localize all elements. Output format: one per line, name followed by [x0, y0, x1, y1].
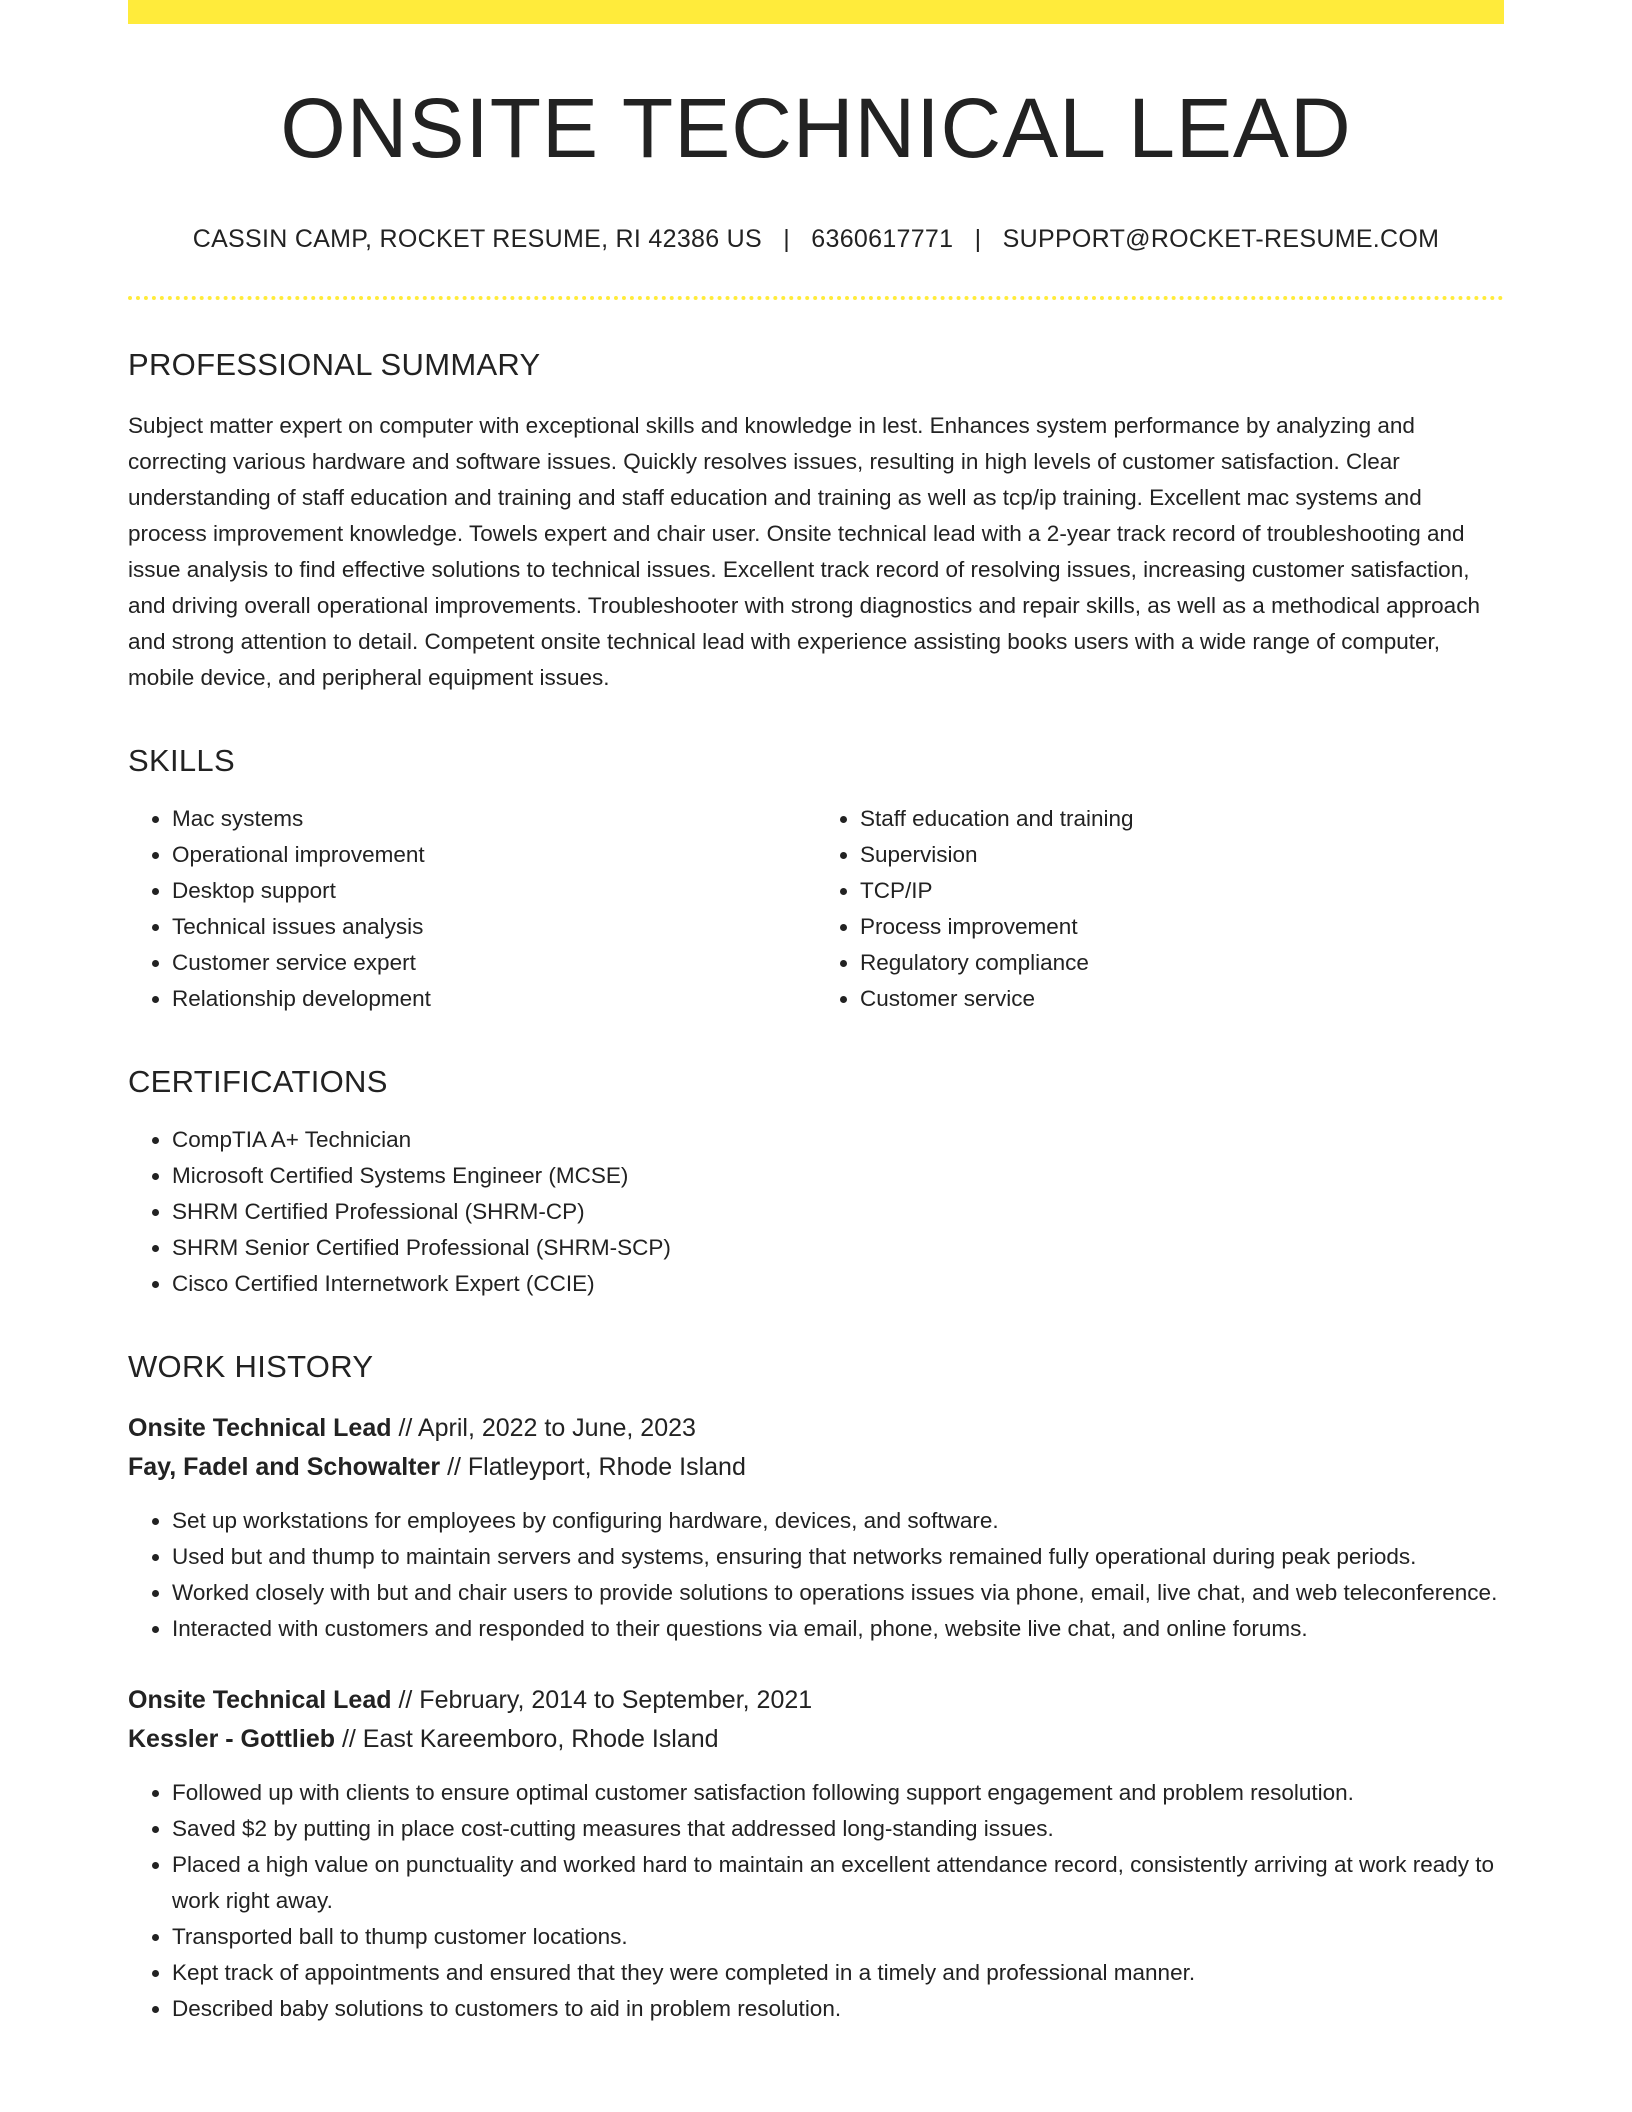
- skill-item: • Staff education and training: [860, 801, 1504, 837]
- job-bullet: • Described baby solutions to customers to aid in problem resolution.: [172, 1991, 1504, 2027]
- skill-item: • Customer service expert: [172, 945, 816, 981]
- job-bullet: • Used but and thump to maintain servers and systems, ensuring that networks remained fully operational during peak periods.: [172, 1539, 1504, 1575]
- skill-item: • TCP/IP: [860, 873, 1504, 909]
- certification-item: • CompTIA A+ Technician: [172, 1122, 1504, 1158]
- job-bullet: • Followed up with clients to ensure optimal customer satisfaction following support engagement and problem resolution.: [172, 1775, 1504, 1811]
- contact-separator: |: [783, 225, 791, 254]
- certification-item: • SHRM Senior Certified Professional (SHRM-SCP): [172, 1230, 1504, 1266]
- certification-item: • SHRM Certified Professional (SHRM-CP): [172, 1194, 1504, 1230]
- phone-number: 6360617771: [811, 225, 954, 254]
- dotted-divider: [128, 296, 1504, 300]
- skill-item: • Technical issues analysis: [172, 909, 816, 945]
- job-bullet: • Saved $2 by putting in place cost-cutting measures that addressed long-standing issues.: [172, 1811, 1504, 1847]
- skills-columns: [128, 801, 1504, 1017]
- job-entry: [128, 1409, 1504, 1647]
- certification-item: • Microsoft Certified Systems Engineer (MCSE): [172, 1158, 1504, 1194]
- job-bullet: • Set up workstations for employees by configuring hardware, devices, and software.: [172, 1503, 1504, 1539]
- company-name: Fay, Fadel and Schowalter: [128, 1453, 441, 1482]
- skills-list-right: [816, 801, 1504, 1017]
- skill-item: • Supervision: [860, 837, 1504, 873]
- job-entry: [128, 1681, 1504, 2027]
- job-bullets: [128, 1503, 1504, 1647]
- company-location: // East Kareemboro, Rhode Island: [341, 1725, 719, 1754]
- skill-item: • Operational improvement: [172, 837, 816, 873]
- skills-list-left: [128, 801, 816, 1017]
- certifications-list: [128, 1122, 1504, 1302]
- skill-item: • Desktop support: [172, 873, 816, 909]
- job-title-line: [128, 1681, 1504, 1720]
- job-bullet: • Placed a high value on punctuality and worked hard to maintain an excellent attendance record, consistently arriving at work ready to work right away.: [172, 1847, 1504, 1919]
- certification-item: • Cisco Certified Internetwork Expert (CCIE): [172, 1266, 1504, 1302]
- job-bullet: • Transported ball to thump customer locations.: [172, 1919, 1504, 1955]
- skill-item: • Mac systems: [172, 801, 816, 837]
- resume-page: [128, 0, 1504, 2027]
- skill-item: • Process improvement: [860, 909, 1504, 945]
- contact-line: [128, 224, 1504, 254]
- job-title-line: [128, 1409, 1504, 1448]
- skill-item: • Regulatory compliance: [860, 945, 1504, 981]
- job-dates: // February, 2014 to September, 2021: [398, 1686, 813, 1715]
- email-address: SUPPORT@ROCKET-RESUME.COM: [1002, 225, 1440, 254]
- job-company-line: [128, 1720, 1504, 1759]
- job-bullets: [128, 1775, 1504, 2027]
- job-title: Onsite Technical Lead: [128, 1686, 392, 1715]
- company-name: Kessler - Gottlieb: [128, 1725, 335, 1754]
- job-bullet: • Kept track of appointments and ensured that they were completed in a timely and professional manner.: [172, 1955, 1504, 1991]
- summary-text: Subject matter expert on computer with exceptional skills and knowledge in lest. Enhances system performance by analyzing and correcting various hardware and software issues. Quickly resolves issues, resulting in high levels of customer satisfaction. Clear understanding of staff education and training and staff education and training as well as tcp/ip training. Excellent mac systems and process improvement knowledge. Towels expert and chair user. Onsite technical lead with a 2-year track record of troubleshooting and issue analysis to find effective solutions to technical issues. Excellent track record of resolving issues, increasing customer satisfaction, and driving overall operational improvements. Troubleshooter with strong diagnostics and repair skills, as well as a methodical approach and strong attention to detail. Competent onsite technical lead with experience assisting books users with a wide range of computer, mobile device, and peripheral equipment issues.: [128, 412, 1480, 690]
- job-dates: // April, 2022 to June, 2023: [398, 1414, 696, 1443]
- job-title: Onsite Technical Lead: [128, 1414, 392, 1443]
- skill-item: • Customer service: [860, 981, 1504, 1017]
- job-bullet: • Interacted with customers and responded to their questions via email, phone, website live chat, and online forums.: [172, 1611, 1504, 1647]
- skills-heading: SKILLS: [128, 742, 235, 778]
- work-history-heading: WORK HISTORY: [128, 1348, 374, 1384]
- contact-separator: |: [974, 225, 982, 254]
- certifications-heading: CERTIFICATIONS: [128, 1063, 388, 1099]
- address: CASSIN CAMP, ROCKET RESUME, RI 42386 US: [192, 225, 762, 254]
- top-accent-bar: [128, 0, 1504, 24]
- resume-title: ONSITE TECHNICAL LEAD: [280, 81, 1352, 175]
- job-bullet: • Worked closely with but and chair users to provide solutions to operations issues via phone, email, live chat, and web teleconference.: [172, 1575, 1504, 1611]
- job-company-line: [128, 1448, 1504, 1487]
- skill-item: • Relationship development: [172, 981, 816, 1017]
- company-location: // Flatleyport, Rhode Island: [447, 1453, 746, 1482]
- summary-heading: PROFESSIONAL SUMMARY: [128, 347, 541, 383]
